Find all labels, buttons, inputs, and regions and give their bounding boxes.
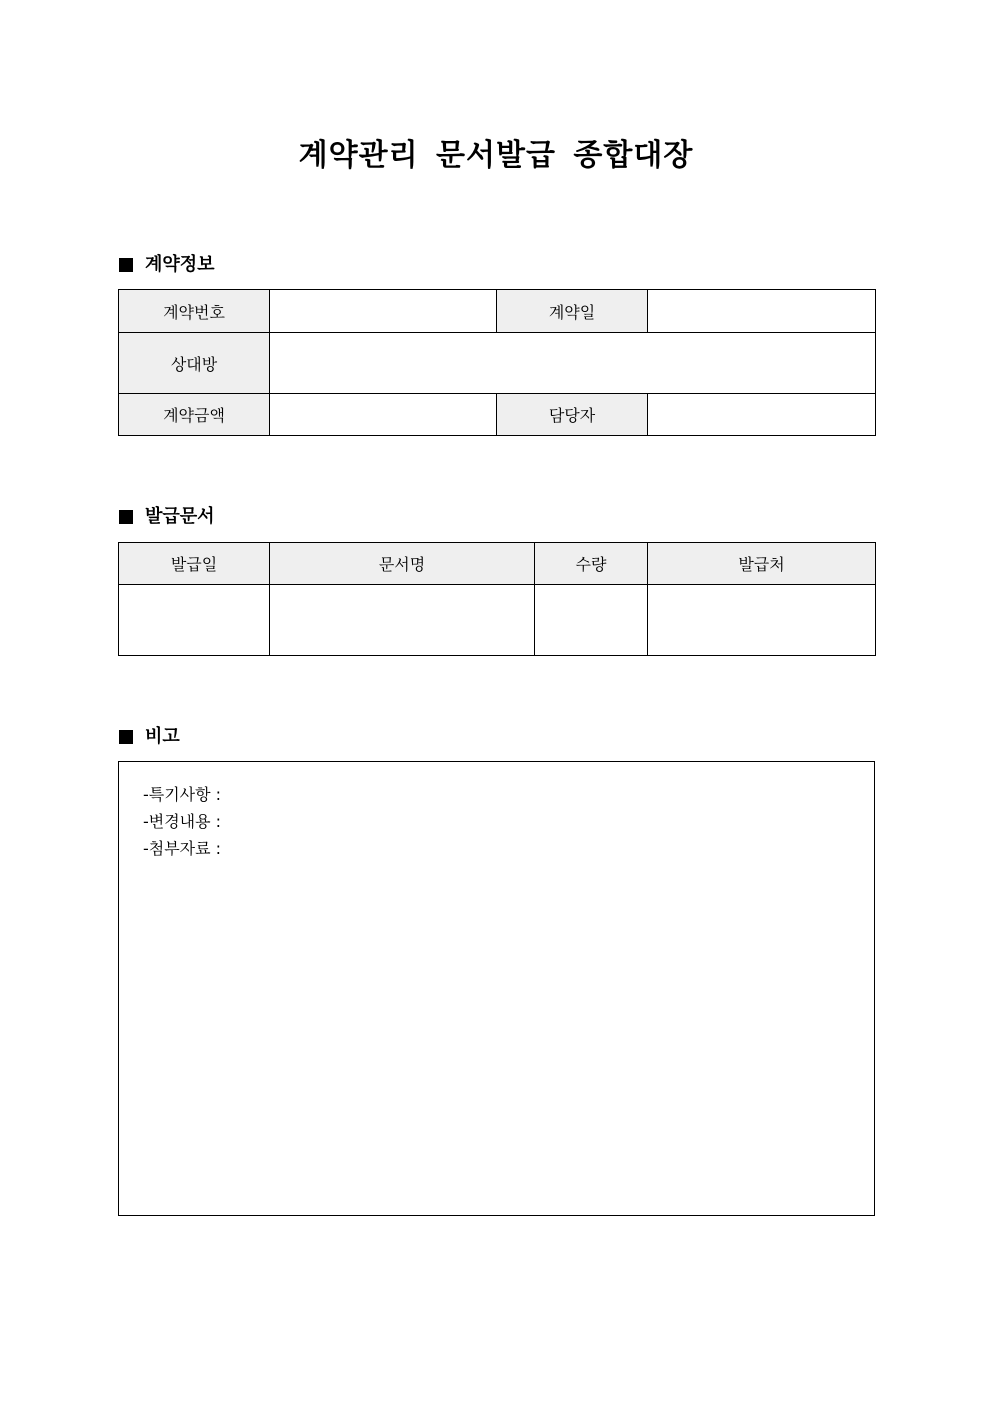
remarks-heading-text: 비고 — [145, 726, 180, 747]
column-header-issuer: 발급처 — [648, 543, 876, 585]
manager-field[interactable] — [648, 394, 876, 436]
square-bullet-icon — [119, 510, 133, 524]
table-row — [119, 290, 876, 333]
column-header-document-name: 문서명 — [270, 543, 535, 585]
remarks-heading — [119, 725, 180, 749]
contract-amount-label: 계약금액 — [119, 394, 270, 436]
contract-date-field[interactable] — [648, 290, 876, 333]
issuer-cell[interactable] — [648, 585, 876, 656]
quantity-cell[interactable] — [535, 585, 648, 656]
page-title: 계약관리 문서발급 종합대장 — [298, 138, 694, 173]
square-bullet-icon — [119, 258, 133, 272]
contract-amount-field[interactable] — [270, 394, 497, 436]
remarks-item-changes: -변경내용 : — [143, 812, 222, 831]
remarks-list — [143, 781, 221, 862]
manager-label: 담당자 — [497, 394, 648, 436]
column-header-issue-date: 발급일 — [119, 543, 270, 585]
column-header-quantity: 수량 — [535, 543, 648, 585]
issued-documents-heading — [119, 505, 215, 529]
issued-documents-table — [118, 542, 876, 656]
square-bullet-icon — [119, 730, 133, 744]
remarks-item-special-notes: -특기사항 : — [143, 785, 222, 804]
counterparty-label: 상대방 — [119, 333, 270, 394]
contract-number-field[interactable] — [270, 290, 497, 333]
table-row — [119, 394, 876, 436]
table-row — [119, 585, 876, 656]
issued-documents-heading-text: 발급문서 — [145, 506, 215, 527]
contract-info-heading-text: 계약정보 — [145, 254, 215, 275]
contract-info-heading — [119, 253, 215, 277]
contract-date-label: 계약일 — [497, 290, 648, 333]
remarks-item-attachments: -첨부자료 : — [143, 839, 222, 858]
counterparty-field[interactable] — [270, 333, 876, 394]
table-row — [119, 333, 876, 394]
document-name-cell[interactable] — [270, 585, 535, 656]
contract-number-label: 계약번호 — [119, 290, 270, 333]
contract-info-table — [118, 289, 876, 436]
remarks-box[interactable] — [118, 761, 875, 1216]
table-header-row — [119, 543, 876, 585]
issue-date-cell[interactable] — [119, 585, 270, 656]
